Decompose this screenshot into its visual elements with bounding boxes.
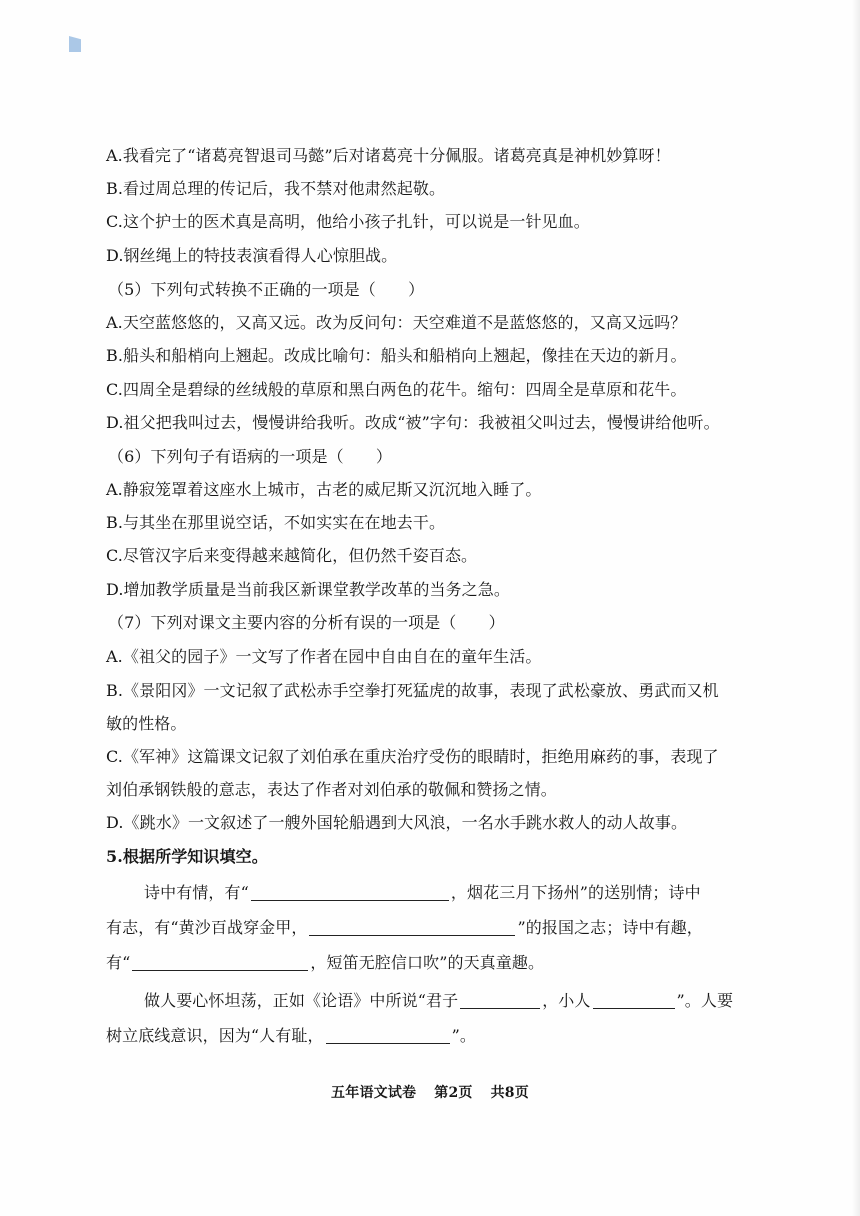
question-5: （5）下列句式转换不正确的一项是（ ） (108, 280, 425, 299)
option-b-line: B.看过周总理的传记后，我不禁对他肃然起敬。 (106, 179, 446, 198)
fill-line-1 (144, 882, 701, 904)
question-6-option-a: A.静寂笼罩着这座水上城市，古老的威尼斯又沉沉地入睡了。 (106, 480, 542, 499)
answer-blank-3[interactable] (132, 954, 308, 971)
question-5-option-c: C.四周全是碧绿的丝绒般的草原和黑白两色的花牛。缩句：四周全是草原和花牛。 (106, 380, 687, 399)
question-7-option-a: A.《祖父的园子》一文写了作者在园中自由自在的童年生活。 (106, 647, 542, 666)
question-5-option-a: A.天空蓝悠悠的，又高又远。改为反问句：天空难道不是蓝悠悠的，又高又远吗？ (106, 313, 687, 332)
scan-corner-mark (69, 36, 81, 52)
fill-text: 诗中有情，有“ (144, 883, 249, 902)
question-5-option-d: D.祖父把我叫过去，慢慢讲给我听。改成“被”字句：我被祖父叫过去，慢慢讲给他听。 (106, 413, 720, 432)
question-7-option-c: C.《军神》这篇课文记叙了刘伯承在重庆治疗受伤的眼睛时，拒绝用麻药的事，表现了 (106, 747, 719, 766)
question-5-option-b: B.船头和船梢向上翘起。改成比喻句：船头和船梢向上翘起，像挂在天边的新月。 (106, 346, 687, 365)
fill-text: ”的报国之志；诗中有趣， (517, 918, 703, 937)
fill-text: 树立底线意识，因为“人有耻， (106, 1026, 324, 1045)
fill-text: 做人要心怀坦荡，正如《论语》中所说“君子 (144, 991, 459, 1010)
answer-blank-4[interactable] (460, 992, 540, 1009)
fill-line-3 (106, 952, 544, 974)
page-footer (0, 1082, 860, 1102)
option-d-line: D.钢丝绳上的特技表演看得人心惊胆战。 (106, 246, 398, 265)
option-a-line: A.我看完了“诸葛亮智退司马懿”后对诸葛亮十分佩服。诸葛亮真是神机妙算呀！ (106, 146, 671, 165)
fill-line-5 (106, 1025, 476, 1047)
page-shadow-edge (852, 0, 860, 1216)
footer-page: 第2页 (434, 1085, 473, 1101)
answer-blank-2[interactable] (309, 919, 515, 936)
question-7-option-c-continued: 刘伯承钢铁般的意志，表达了作者对刘伯承的敬佩和赞扬之情。 (106, 780, 557, 799)
answer-blank-6[interactable] (326, 1027, 450, 1044)
question-7-option-d: D.《跳水》一文叙述了一艘外国轮船遇到大风浪，一名水手跳水救人的动人故事。 (106, 813, 688, 832)
fill-text: 有“ (106, 953, 131, 972)
fill-text: 有志，有“黄沙百战穿金甲， (106, 918, 308, 937)
fill-line-2 (106, 917, 703, 939)
section-5-heading: 5.根据所学知识填空。 (106, 847, 268, 866)
question-6-option-d: D.增加教学质量是当前我区新课堂教学改革的当务之急。 (106, 580, 510, 599)
footer-total: 共8页 (490, 1085, 529, 1101)
answer-blank-5[interactable] (593, 992, 675, 1009)
question-7: （7）下列对课文主要内容的分析有误的一项是（ ） (108, 613, 505, 632)
option-c-line: C.这个护士的医术真是高明，他给小孩子扎针，可以说是一针见血。 (106, 212, 590, 231)
question-6-option-c: C.尽管汉字后来变得越来越简化，但仍然千姿百态。 (106, 546, 478, 565)
fill-text: ，小人 (542, 991, 591, 1010)
footer-subject: 五年语文试卷 (331, 1085, 417, 1101)
fill-text: ，短笛无腔信口吹”的天真童趣。 (310, 953, 545, 972)
fill-text: ”。人要 (676, 991, 734, 1010)
question-6: （6）下列句子有语病的一项是（ ） (108, 447, 392, 466)
answer-blank-1[interactable] (251, 884, 449, 901)
question-7-option-b: B.《景阳冈》一文记叙了武松赤手空拳打死猛虎的故事，表现了武松豪放、勇武而又机 (106, 681, 719, 700)
question-7-option-b-continued: 敏的性格。 (106, 714, 187, 733)
fill-line-4 (144, 990, 733, 1012)
fill-text: ”。 (451, 1026, 476, 1045)
question-6-option-b: B.与其坐在那里说空话，不如实实在在地去干。 (106, 513, 446, 532)
fill-text: ，烟花三月下扬州”的送别情；诗中 (450, 883, 701, 902)
